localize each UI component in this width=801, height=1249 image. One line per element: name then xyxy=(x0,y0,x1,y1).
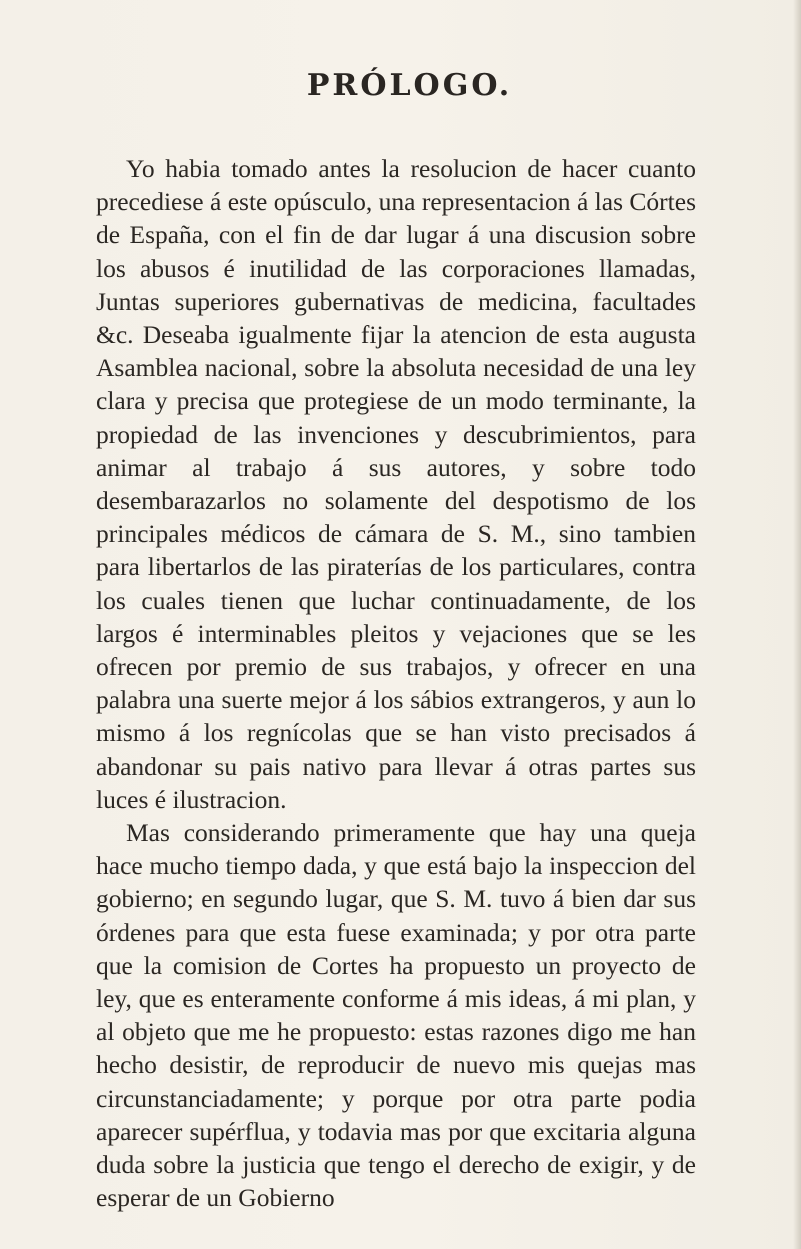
page-title: PRÓLOGO. xyxy=(306,68,513,103)
paragraph-2: Mas considerando primeramente que hay una queja hace mucho tiempo dada, y que está bajo la inspeccion del gobierno; en segundo lugar, que S. M. tuvo á bien dar sus órdenes para que esta fuese examinada; y por otra parte que la comision de Cortes ha propuesto un proyecto de ley, que es enteramente conforme á mis ideas, á mi plan, y al objeto que me he propuesto: estas razones digo me han hecho desistir, de reproducir de nuevo mis quejas mas circunstanciadamente; y porque por otra parte podia aparecer supérflua, y todavia mas por que excitaria alguna duda sobre la justicia que tengo el derecho de exigir, y de esperar de un Gobierno xyxy=(96,818,696,1213)
paragraph-1: Yo habia tomado antes la resolucion de hacer cuanto precediese á este opúsculo, una representacion á las Córtes de España, con el fin de dar lugar á una discusion sobre los abusos é inutilidad de las corporaciones llamadas, Juntas superiores gubernativas de medicina, facultades &c. Deseaba igualmente fijar la atencion de esta augusta Asamblea nacional, sobre la absoluta necesidad de una ley clara y precisa que protegiese de un modo terminante, la propiedad de las invenciones y descubrimientos, para animar al trabajo á sus autores, y sobre todo desembarazarlos no solamente del despotismo de los principales médicos de cámara de S. M., sino tambien para libertarlos de las piraterías de los particulares, contra los cuales tienen que luchar continuadamente, de los largos é interminables pleitos y vejaciones que se les ofrecen por premio de sus trabajos, y ofrecer en una palabra una suerte mejor á los sábios extrangeros, y aun lo mismo á los regnícolas que se han visto precisados á abandonar su pais nativo para llevar á otras partes sus luces é ilustracion. xyxy=(96,154,696,814)
page-edge-shadow xyxy=(793,0,801,1249)
prologue-body xyxy=(96,152,696,1215)
